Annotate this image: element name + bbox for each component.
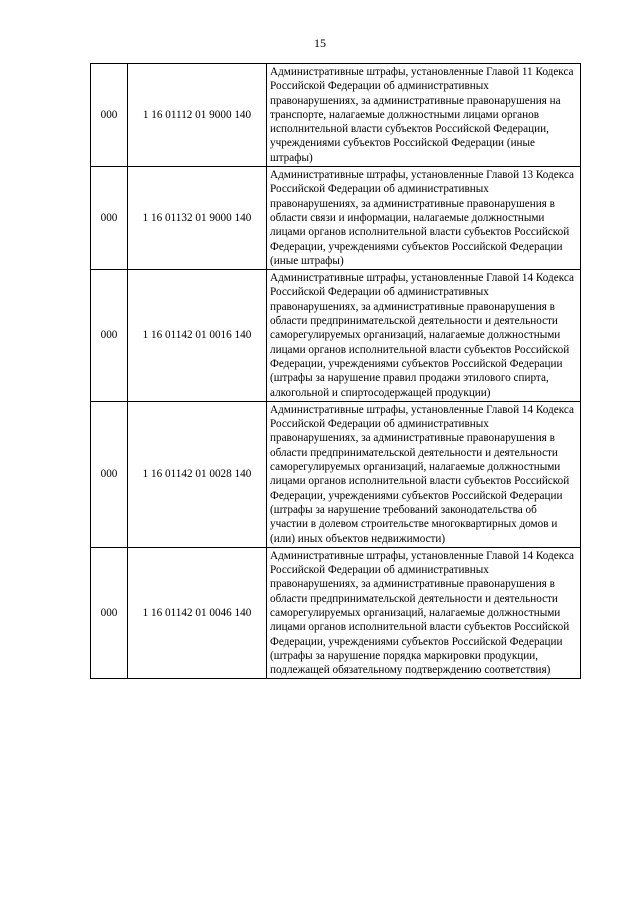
table-row (91, 547, 581, 679)
description-cell: Административные штрафы, установленные Главой 13 Кодекса Российской Федерации об административных правонарушениях, за административные правонарушения в области связи и информации, налагаемые должностными лицами органов исполнительной власти субъектов Российской Федерации, учреждениями субъектов Российской Федерации (иные штрафы) (267, 167, 581, 270)
description-cell: Административные штрафы, установленные Главой 14 Кодекса Российской Федерации об административных правонарушениях, за административные правонарушения в области предпринимательской деятельности и деятельности саморегулируемых организаций, налагаемые должностными лицами органов исполнительной власти субъектов Российской Федерации, учреждениями субъектов Российской Федерации (штрафы за нарушение правил продажи этилового спирта, алкогольной и спиртосодержащей продукции) (267, 270, 581, 402)
description-cell: Административные штрафы, установленные Главой 11 Кодекса Российской Федерации об административных правонарушениях, за административные правонарушения на транспорте, налагаемые должностными лицами органов исполнительной власти субъектов Российской Федерации, учреждениями субъектов Российской Федерации (иные штрафы) (267, 64, 581, 167)
kbk-code-cell: 1 16 01132 01 9000 140 (128, 167, 267, 270)
budget-classification-table (90, 63, 581, 679)
kbk-code-cell: 1 16 01142 01 0016 140 (128, 270, 267, 402)
admin-code-cell: 000 (91, 270, 128, 402)
admin-code-cell: 000 (91, 401, 128, 547)
admin-code-cell: 000 (91, 167, 128, 270)
table-row (91, 167, 581, 270)
page-number: 15 (314, 36, 326, 50)
description-cell: Административные штрафы, установленные Главой 14 Кодекса Российской Федерации об административных правонарушениях, за административные правонарушения в области предпринимательской деятельности и деятельности саморегулируемых организаций, налагаемые должностными лицами органов исполнительной власти субъектов Российской Федерации, учреждениями субъектов Российской Федерации (штрафы за нарушение порядка маркировки продукции, подлежащей обязательному подтверждению соответствия) (267, 547, 581, 679)
table-row (91, 401, 581, 547)
admin-code-cell: 000 (91, 547, 128, 679)
kbk-code-cell: 1 16 01112 01 9000 140 (128, 64, 267, 167)
kbk-code-cell: 1 16 01142 01 0046 140 (128, 547, 267, 679)
table-row (91, 270, 581, 402)
description-cell: Административные штрафы, установленные Главой 14 Кодекса Российской Федерации об административных правонарушениях, за административные правонарушения в области предпринимательской деятельности и деятельности саморегулируемых организаций, налагаемые должностными лицами органов исполнительной власти субъектов Российской Федерации, учреждениями субъектов Российской Федерации (штрафы за нарушение требований законодательства об участии в долевом строительстве многоквартирных домов и (или) иных объектов недвижимости) (267, 401, 581, 547)
kbk-code-cell: 1 16 01142 01 0028 140 (128, 401, 267, 547)
table-row (91, 64, 581, 167)
admin-code-cell: 000 (91, 64, 128, 167)
